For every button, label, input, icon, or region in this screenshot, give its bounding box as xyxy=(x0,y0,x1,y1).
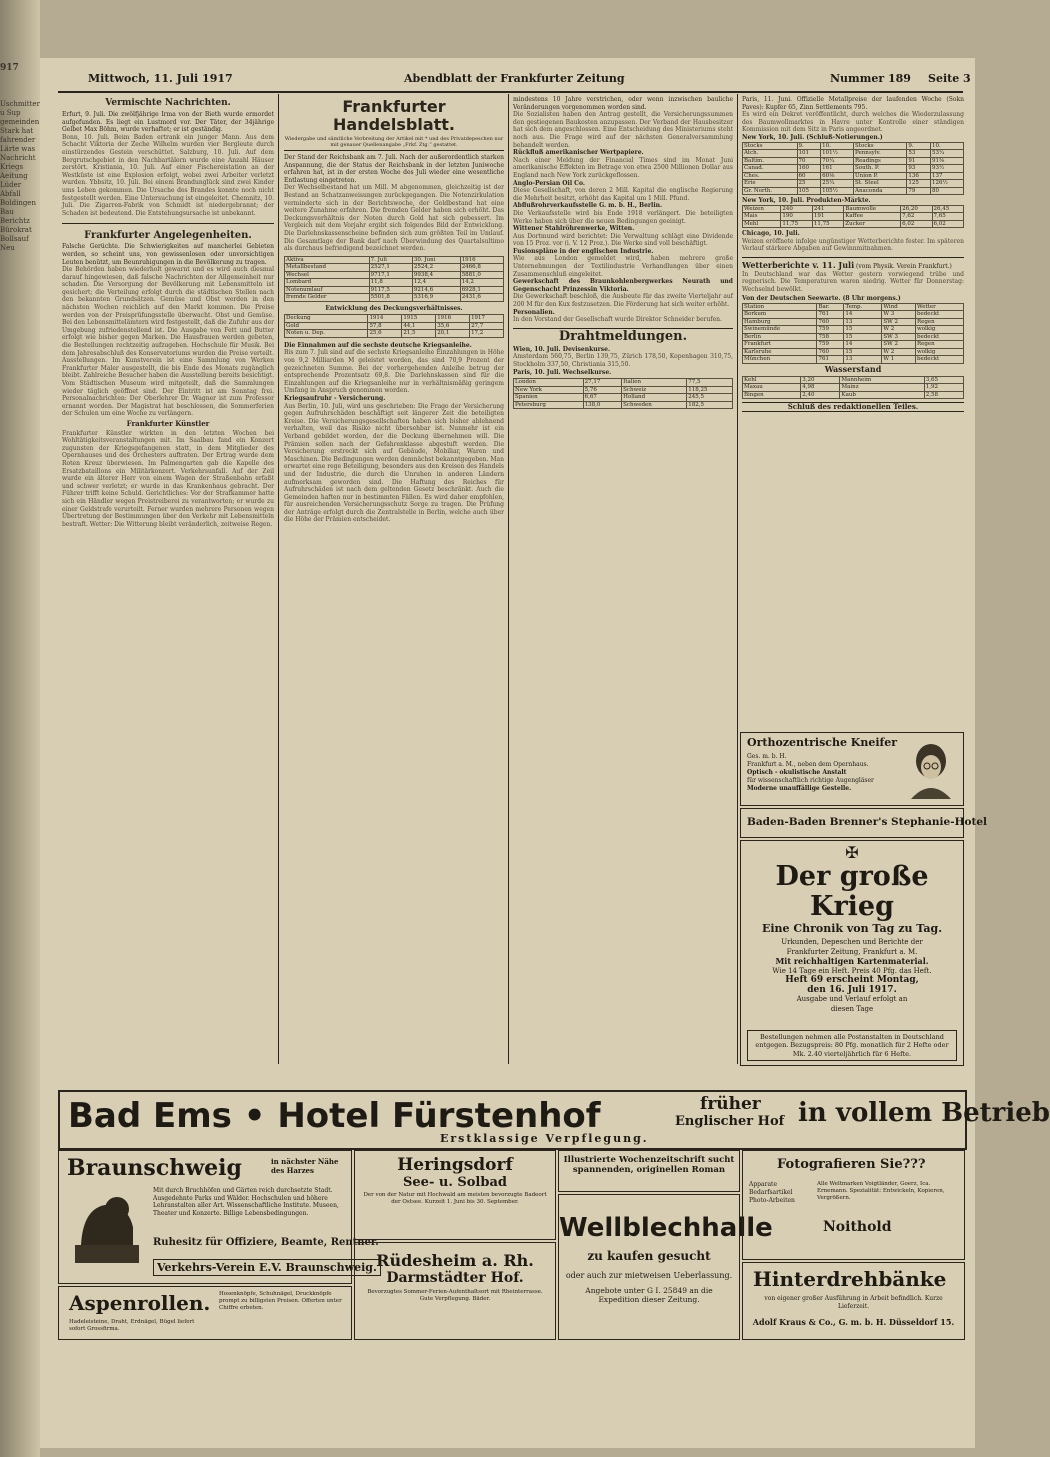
handelsblatt-copyright-note: Wiedergabe und sämtliche Verbreitung der Artikel mit * und des Privatdepeschen nur mit genauer Quellenangabe „Frkf. Ztg.“ gestattet. xyxy=(284,136,504,151)
exchange-rates-table: London 27,17 Italien 77,5 New York 5,76 Schweiz 118,25 Spanien 6,67 Holland 245,5 Petersburg 138,0 Schweden 182,5 xyxy=(513,378,733,409)
column-boerse xyxy=(742,96,964,726)
heading-wetter-sub: (vom Physik. Verein Frankfurt.) xyxy=(856,262,952,270)
ad-bad-ems-title: Bad Ems • Hotel Fürstenhof xyxy=(68,1096,601,1136)
section-title-frankfurter-angelegenheiten: Frankfurter Angelegenheiten. xyxy=(84,230,252,242)
heading-anglo-persian: Anglo-Persian Oil Co. xyxy=(513,179,585,187)
body-text-filler: Aus Dortmund wird berichtet: Die Verwaltung schlägt eine Dividende von 15 Proz. vor (i. V. 12 Proz.). Die Werke sind voll beschäftigt. xyxy=(513,232,733,248)
ad-wellblechhalle xyxy=(558,1194,773,1340)
ad-bad-ems xyxy=(58,1090,1050,1150)
body-text-filler: In den Vorstand der Gesellschaft wurde Direktor Schneider berufen. xyxy=(513,316,722,324)
body-text-filler: Bonn, 10. Juli. Beim Baden ertrank ein junger Mann. Aus dem Schacht Viktoria der Zeche Wilhelm wurden vier Bergleute durch einstürzendes Gestein verschüttet. Salzburg, 10. Juli. Auf dem Bergrutschgebiet in den Nachbartälern wurde eine Anzahl Häuser zerstört. Kristiania, 10. Juli. Auf einer Fischereistation an der Westküste ist eine Explosion erfolgt, wobei zwei Arbeiter verletzt wurden. Ybbsitz, 10. Juli. Bei einem Brandunglück sind zwei Kinder ums Leben gekommen. Die Ursache des Brandes konnte noch nicht festgestellt werden. Eine Untersuchung ist eingeleitet. Chemnitz, 10. Juli. Die Zigarren-Fabrik von Schmidt ist niedergebrannt; der Schaden ist bedeutend. Die Entstehungsursache ist unbekannt. xyxy=(62,133,274,217)
ad-foto-text: Apparate Bedarfsartikel Photo-Arbeiten xyxy=(749,1181,795,1204)
ad-ruedesheim xyxy=(354,1242,556,1340)
heading-paris: Paris, 10. Juli. Wechselkurse. xyxy=(513,368,612,376)
heading-personalien: Personalien. xyxy=(513,308,555,316)
body-text-filler: Es wird ein Dekret veröffentlicht, durch welches die Wiederzulassung des Baumwollmarktes in Havre unter Kontrolle einer ständigen Kommission mit dem Sitz in Paris angeordnet. xyxy=(742,111,964,134)
column-handelsblatt xyxy=(284,96,504,1064)
section-rule xyxy=(62,223,274,224)
ad-line: den 16. Juli 1917. xyxy=(807,984,897,995)
ad-wellblech-sub: zu kaufen gesucht xyxy=(587,1249,711,1263)
iron-cross-icon: ✠ xyxy=(845,843,859,862)
ad-wochenzeitschrift-title: Illustrierte Wochenzeitschrift sucht spannenden, originellen Roman xyxy=(563,1155,735,1175)
body-text-filler: Der Wechselbestand hat um Mill. M abgenommen, gleichzeitig ist der Bestand an Schatzanweisungen zurückgegangen. Die Notenzirkulation verminderte sich in der Berichtswoche, der Goldbestand hat eine weitere Zunahme erfahren. Die fremden Gelder haben sich erhöht. Das Deckungsverhältnis der Noten durch Gold hat sich gebessert. Im Vergleich mit dem Vorjahr ergibt sich folgendes Bild der Entwicklung. Die Darlehnskassenscheine befinden sich zum größten Teil im Umlauf. Die Gesamtlage der Bank darf nach Überwindung des Quartalsultimo als durchaus befriedigend bezeichnet werden. xyxy=(284,184,504,253)
ad-baden-baden xyxy=(740,808,988,838)
ad-braunschweig-footer: Verkehrs-Verein E.V. Braunschweig. xyxy=(153,1259,381,1276)
ad-kneifer-title: Orthozentrische Kneifer xyxy=(747,736,898,749)
column-vermischtes xyxy=(62,96,274,1064)
ad-krieg-title: Der große Krieg xyxy=(775,861,929,922)
heading-seewarte: Von der Deutschen Seewarte. (8 Uhr morgens.) xyxy=(742,295,901,303)
ad-aspenrollen-text-2: Hosenknöpfe, Schuhnägel, Druckknöpfe prompt zu billigsten Preisen. Offerten unter Chiffre erbeten. xyxy=(219,1291,342,1311)
body-text-filler: Amsterdam 560,75, Berlin 139,75, Zürich 178,50, Kopenhagen 310,75, Stockholm 337,50, Christiania 315,50. xyxy=(513,353,733,368)
body-text-filler: Nach einer Meldung der Financial Times sind im Monat Juni amerikanische Effekten im Betrage von etwa 2500 Millionen Dollar aus England nach New York zurückgeflossen. xyxy=(513,156,733,179)
section-title-drahtmeldungen: Drahtmeldungen. xyxy=(513,328,733,344)
edge-page-number: 917 xyxy=(0,63,19,73)
ad-heringsdorf-sub: See- u. Solbad xyxy=(403,1175,507,1190)
lion-statue-illustration xyxy=(69,1187,145,1267)
ad-line: Wie 14 Tage ein Heft. Preis 40 Pfg. das Heft. xyxy=(772,966,932,975)
body-text-filler: Diese Gesellschaft, von deren 2 Mill. Kapital die englische Regierung die Mehrheit besitzt, erhöht das Kapital um 1 Mill. Pfund. xyxy=(513,187,733,202)
ad-line: diesen Tage xyxy=(830,1004,874,1013)
ad-line: Heft 69 erscheint Montag, xyxy=(785,975,919,985)
deckung-table: Deckung 1914 1915 1916 1917 Gold 57,8 44,1 35,6 27,7 Noten u. Dep. 25,6 21,5 20,1 17,2 xyxy=(284,314,504,338)
ad-bad-ems-frueher: früher xyxy=(700,1094,761,1114)
heading-fusionsplaene: Fusionspläne in der englischen Industrie. xyxy=(513,247,654,255)
heading-versicherung: Kriegsaufruhr - Versicherung. xyxy=(284,394,386,402)
body-text-filler: Frankfurter Künstler wirkten in den letzten Wochen bei Wohltätigkeitsveranstaltungen mit. Im Saalbau fand ein Konzert zugunsten der Kriegsgefangenen statt, in dem Mitglieder des Opernhauses und des Orchesters auftraten. Der Ertrag wurde dem Roten Kreuz überwiesen. Im Palmengarten gab die Kapelle des Ersatzbataillons ein Militärkonzert. Verkehrsunfall. Auf der Zeil wurde ein älterer Herr von einem Wagen der Straßenbahn erfaßt und schwer verletzt; er wurde in das Krankenhaus gebracht. Der Führer trifft keine Schuld. Gerichtliches: Vor der Strafkammer hatte sich ein Händler wegen Preistreiberei zu verantworten; er wurde zu einer Geldstrafe verurteilt. Ferner wurden mehrere Personen wegen Übertretung der Bestimmungen über den Verkehr mit Lebensmitteln bestraft. Wetter: Die Witterung bleibt veränderlich, zeitweise Regen. xyxy=(62,429,274,528)
ad-wellblech-sub2: oder auch zur mietweisen Ueberlassung. xyxy=(565,1271,733,1280)
heading-wasserstand: Wasserstand xyxy=(824,363,882,374)
body-text-filler: Die Verkaufsstelle wird bis Ende 1918 verlängert. Die beteiligten Werke haben sich über die neuen Bedingungen geeinigt. xyxy=(513,209,733,225)
ad-aspenrollen-title: Aspenrollen. xyxy=(69,1291,211,1315)
body-text-filler: Die Sozialisten haben den Antrag gestellt, die Versicherungssummen den gestiegenen Baukosten anzupassen. Der Verband der Hausbesitzer hat sich dem angeschlossen. Eine Entscheidung des Ministeriums steht noch aus. Die Frage wird auf der nächsten Generalversammlung behandelt werden. xyxy=(513,111,733,149)
column-rule xyxy=(278,94,279,1064)
paris-metal-prices: Paris, 11. Juni. Offizielle Metallpreise der laufenden Woche (Sokn Paves): Kupfer 65, Zinn Settlements 795. xyxy=(742,96,964,111)
table-title-deckung: Entwicklung des Deckungsverhältnisses. xyxy=(325,304,463,312)
section-rule xyxy=(742,257,964,258)
ad-krieg-text xyxy=(741,938,963,1014)
heading-abflussrohr: Abflußrohrverkaufsstelle G. m. b. H., Berlin. xyxy=(513,202,663,210)
ad-hinterdreh-text: von eigener großer Ausführung in Arbeit befindlich. Kurze Lieferzeit. xyxy=(764,1295,943,1310)
new-york-stocks-table: Stocks 9. 10. Stocks 9. 10. Atch. 101 101½ Pennsylv. 53 53¼ Baltim. 70 70¼ Readings 91 91⅜ Canad. 160 161 South. P. 93 93½ Ches. 60 60⅛ Union P. 136 137 Erie 25 25¼ St. Steel 125 126½ Gr. North. 105 105½ Anaconda 79 80 xyxy=(742,142,964,196)
ad-fotografieren xyxy=(742,1150,965,1260)
heading-kriegsanleihe: Die Einnahmen auf die sechste deutsche Kriegsanleihe. xyxy=(284,341,472,349)
ad-wellblech-sub3: Angebote unter G I. 25849 an die Expedition dieser Zeitung. xyxy=(585,1286,713,1304)
ad-line: Ausgabe und Verlauf erfolgt an xyxy=(796,995,908,1003)
ad-aspenrollen xyxy=(58,1286,352,1340)
body-text-filler: Bis zum 7. Juli sind auf die sechste Kriegsanleihe Einzahlungen in Höhe von 9,2 Milliarden M geleistet worden, das sind 70,9 Prozent der gezeichneten Summe. Bei der vorhergehenden Anleihe betrug der entsprechende Prozentsatz 69,8. Die Darlehnskassen sind für die Einzahlungen auf die Kriegsanleihe nur in verhältnismäßig geringem Umfang in Anspruch genommen worden. xyxy=(284,349,504,395)
ad-kneifer-text xyxy=(747,753,897,793)
ad-der-grosse-krieg xyxy=(740,840,964,1066)
end-of-editorial: Schluß des redaktionellen Teiles. xyxy=(742,402,964,412)
body-text-filler: In Deutschland war das Wetter gestern vorwiegend trübe und regnerisch. Die Temperaturen waren niedrig. Wetter für Donnerstag: Wechselnd bewölkt. xyxy=(742,270,964,293)
ad-line: Urkunden, Depeschen und Berichte der xyxy=(781,938,923,946)
ad-krieg-footer: Bestellungen nehmen alle Postanstalten in Deutschland entgegen. Bezugspreis: 80 Pfg. monatlich für 2 Hefte oder Mk. 2.40 vierteljährlich für 6 Hefte. xyxy=(747,1030,957,1062)
article-excerpt: Erfurt, 9. Juli. Die zwölfjährige Irma von der Bieth wurde ermordet aufgefunden. Es liegt ein Lustmord vor. Der Täter, der 34jährige Gelbet Max Böhm, wurde verhaftet; er ist geständig. xyxy=(62,111,274,134)
article-reichsbank: Der Stand der Reichsbank am 7. Juli. Nach der außerordentlich starken Anspannung, die der Status der Reichsbank in der letzten Juniwoche erfahren hat, ist in der ersten Woche des Juli wieder eine wesentliche Entlastung eingetreten. xyxy=(284,154,504,184)
ad-line: für wissenschaftlich richtige Augengläser xyxy=(747,777,874,784)
ad-krieg-subtitle: Eine Chronik von Tag zu Tag. xyxy=(761,922,943,935)
ad-foto-title: Fotografieren Sie??? xyxy=(777,1157,926,1172)
ad-hinterdrehbaenke xyxy=(742,1262,965,1340)
ad-ruedesheim-sub: Darmstädter Hof. xyxy=(386,1270,524,1286)
ad-bad-ems-verpflegung: Erstklassige Verpflegung. xyxy=(440,1132,649,1145)
ad-line: Moderne unauffällige Gestelle. xyxy=(747,785,852,792)
ad-braunschweig-text: Mit durch Bruchhöfen und Gärten reich durchsetzte Stadt. Ausgedehnte Parks und Wälder. Hochschulen und höhere Lehranstalten aller Art. Wissenschaftliche Institute. Museen, Theater und Konzerte. Billige Lebensbedingungen. xyxy=(153,1187,339,1217)
ad-line: Frankfurt a. M., neben dem Opernhaus. xyxy=(747,761,869,768)
seewarte-table: Station Bar. Temp. Wind Wetter Borkum 761 14 W 3 bedeckt Hamburg 760 13 SW 2 Regen Swinemünde 759 15 W 2 wolkig Berlin 758 15 SW 3 bedeckt Frankfurt 759 14 SW 2 Regen Karlsruhe 760 15 W 2 wolkig München 761 13 W 1 bedeckt xyxy=(742,303,964,364)
column-rule xyxy=(737,94,738,1064)
ad-bad-ems-betrieb: in vollem Betrieb xyxy=(798,1098,1050,1128)
portrait-illustration xyxy=(905,741,957,799)
ad-orthozentrische-kneifer xyxy=(740,732,964,806)
ad-bad-ems-englischer: Englischer Hof xyxy=(675,1114,785,1129)
ad-line: Frankfurter Zeitung, Frankfurt a. M. xyxy=(786,947,918,956)
ad-ruedesheim-text: Bevorzugtes Sommer-Ferien-Aufenthaltsort mit Rheinterrasse. Gute Verpflegung. Bäder. xyxy=(367,1289,543,1302)
heading-chicago: Chicago, 10. Juli. xyxy=(742,230,800,238)
body-text-filler: Die Behörden haben wiederholt gewarnt und es wird auch diesmal darauf hingewiesen, daß falsche Nachrichten der Allgemeinheit nur schaden. Die Versorgung der Bevölkerung mit Lebensmitteln ist gesichert; die Verteilung erfolgt durch die städtischen Stellen nach den bekannten Grundsätzen. Gemüse und Obst werden in den nächsten Wochen reichlich auf den Markt kommen. Die Preise werden von der Preisprüfungsstelle überwacht. Obst und Gemüse. Bei den Lebensmittelämtern wird festgestellt, daß die Zufuhr aus der Umgebung zufriedenstellend ist. Die Ausgabe von Fett und Butter erfolgt wie bisher gegen Marken. Die Hausfrauen werden gebeten, die Bestellungen rechtzeitig aufzugeben. Hochschule für Musik. Bei dem Jahresabschluß des Konservatoriums wurden die Preise verteilt. Ausstellungen. Im Kunstverein ist eine Sammlung von Werken Frankfurter Maler ausgestellt, die bis Ende des Monats zugänglich bleibt. Zahlreiche Besucher haben die Ausstellung bereits besichtigt. Vom Städtischen Museum wird mitgeteilt, daß die Sammlungen wieder täglich geöffnet sind. Der Eintritt ist am Sonntag frei. Personalnachrichten: Der Oberlehrer Dr. Wagner ist zum Professor ernannt worden. Der Magistrat hat beschlossen, die Sommerferien der Schulen um eine Woche zu verlängern. xyxy=(62,266,275,418)
ad-braunschweig xyxy=(58,1150,379,1284)
column-wirtschaft xyxy=(513,96,733,1064)
ad-braunschweig-title: Braunschweig xyxy=(67,1155,242,1181)
heading-wertpapiere: Rückfluß amerikanischer Wertpapiere. xyxy=(513,149,644,157)
body-text-filler: Weizen eröffnete infolge ungünstiger Wetterberichte fester. Im späteren Verlauf stärkere Abgaben auf Gewinnmitnahmen. xyxy=(742,237,964,253)
header-date: Mittwoch, 11. Juli 1917 xyxy=(88,72,233,85)
heading-wien: Wien, 10. Juli. Devisenkurse. xyxy=(513,345,611,353)
ad-line: Ges. m. b. H. xyxy=(747,753,787,760)
header-paper-title: Abendblatt der Frankfurter Zeitung xyxy=(404,72,625,85)
section-title-vermischte: Vermischte Nachrichten. xyxy=(105,98,231,108)
ad-wellblech-title: Wellblechhalle xyxy=(559,1213,773,1243)
heading-gewerkschaft: Gewerkschaft des Braunkohlenbergwerkes Neurath und Gegenschacht Prinzessin Viktoria. xyxy=(513,278,733,293)
column-rule xyxy=(508,94,509,1064)
body-text-filler: Die Gewerkschaft beschloß, die Ausbeute für das zweite Vierteljahr auf 200 M für den Kux festzusetzen. Die Förderung hat sich weiter erhöht. xyxy=(513,293,733,309)
ad-heringsdorf-text: Der von der Natur mit Hochwald am meisten bevorzugte Badeort der Ostsee. Kurzeit 1. Juni bis 30. September. xyxy=(363,1192,547,1205)
body-text-filler: Aus Berlin, 10. Juli, wird uns geschrieben: Die Frage der Versicherung gegen Aufruhrschäden beschäftigt seit längerer Zeit die beteiligten Kreise. Die Versicherungsgesellschaften haben sich bisher ablehnend verhalten, weil das Risiko nicht übersehbar ist. Nunmehr ist ein Verband gebildet worden, der die Deckung übernehmen will. Die Prämien sollen nach der Gefahrenklasse abgestuft werden. Die Versicherung erstreckt sich auf Gebäude, Mobiliar, Waren und Maschinen. Die Bedingungen werden demnächst bekanntgegeben. Man erwartet eine rege Beteiligung, besonders aus den Kreisen des Handels und der Industrie, die durch die Unruhen in anderen Ländern aufmerksam geworden sind. Die Haftung des Reiches für Aufruhrschäden ist nach dem geltenden Gesetz beschränkt. Auch die Gemeinden haften nur in bestimmten Fällen. Es wird daher empfohlen, für ausreichenden Versicherungsschutz Sorge zu tragen. Die Prüfung der Anträge erfolgt durch die Zentralstelle in Berlin, welche auch über die Höhe der Prämien entscheidet. xyxy=(284,402,504,524)
page-header xyxy=(60,72,970,90)
ad-line: Optisch - okulistische Anstalt xyxy=(747,769,847,776)
article-excerpt-2: Falsche Gerüchte. Die Schwierigkeiten auf mancherlei Gebieten werden, so scheint uns, von gewissenlosen oder unvorsichtigen Leuten benützt, um Beunruhigungen in die Bevölkerung zu tragen. xyxy=(62,243,274,266)
ad-braunschweig-ruhesitz: Ruhesitz für Offiziere, Beamte, Rentner. xyxy=(153,1237,379,1248)
reichsbank-status-table: Aktiva 7. Juli 30. Juni 1916 Metallbestand 2527,1 2524,2 2466,8 Wechsel 9717,1 9938,4 5881,0 Lombard 11,8 12,4 14,2 Notenumlauf 9117,5 9214,6 6928,1 fremde Gelder 5501,8 5316,9 2431,6 xyxy=(284,256,504,302)
header-issue-number: Nummer 189 xyxy=(830,72,911,85)
heading-new-york-2: New York, 10. Juli. Produkten-Märkte. xyxy=(742,197,871,205)
article-continued: mindestens 10 Jahre verstrichen, oder wenn inzwischen bauliche Veränderungen vorgenommen worden sind. xyxy=(513,96,733,111)
body-text-filler: Wie aus London gemeldet wird, haben mehrere große Unternehmungen der Textilindustrie Verhandlungen über einen Zusammenschluß eingeleitet. xyxy=(513,255,733,278)
ad-heringsdorf-title: Heringsdorf xyxy=(397,1155,513,1175)
heading-new-york-1: New York, 10. Juli. (Schluß-Notierungen.) xyxy=(742,133,883,141)
header-page-number: Seite 3 xyxy=(928,72,971,85)
heading-wetter: Wetterberichte v. 11. Juli xyxy=(742,259,855,270)
wasserstand-table: Kehl 3,20 Mannheim 3,65 Maxau 4,98 Mainz 1,92 Bingen 2,40 Kaub 2,58 xyxy=(742,376,964,400)
ad-aspenrollen-text: Hadeleisteine, Draht, Erdnägel, Bügel liefert sofort Grossfirma. xyxy=(69,1319,195,1332)
ad-foto-noithold: Noithold xyxy=(823,1219,892,1235)
header-rule xyxy=(58,91,963,93)
new-york-produce-table: Weizen 240 241 Baumwolle 26,20 26,45 Mais 190 191 Kaffee 7,62 7,65 Mehl 11,75 11,75 Zucker 6,02 6,02 xyxy=(742,205,964,229)
ad-baden-title: Baden-Baden Brenner's Stephanie-Hotel xyxy=(747,816,988,828)
section-title-handelsblatt: Frankfurter Handelsblatt. xyxy=(333,97,455,134)
section-title-kuenstler: Frankfurter Künstler xyxy=(126,418,210,428)
heading-wittener: Wittener Stahlröhrenwerke, Witten. xyxy=(513,225,635,233)
ad-wochenzeitschrift xyxy=(558,1150,740,1192)
ad-hinterdreh-title: Hinterdrehbänke xyxy=(753,1267,947,1291)
ad-line: Mit reichhaltigen Kartenmaterial. xyxy=(775,956,929,966)
ad-foto-text-2: Alle Weltmarken Voigtländer, Goerz, Ica. Ernemann. Spezialität: Entwickeln, Kopieren, Vergrößern. xyxy=(817,1181,945,1201)
ad-braunschweig-sub: in nächster Nähe des Harzes xyxy=(271,1157,339,1175)
ad-heringsdorf xyxy=(354,1150,556,1240)
ad-ruedesheim-title: Rüdesheim a. Rh. xyxy=(376,1251,534,1270)
ad-hinterdreh-sub: Adolf Kraus & Co., G. m. b. H. Düsseldorf 15. xyxy=(752,1317,955,1327)
edge-bleed-text: Uschmitter u Sup gemeinden Stark hat fahrender Lärte was Nachricht Kriegs Aeitung Lüder Abfall Boldingen Bau Berichtz Bürokrat Bollsauf Neu xyxy=(0,100,40,252)
